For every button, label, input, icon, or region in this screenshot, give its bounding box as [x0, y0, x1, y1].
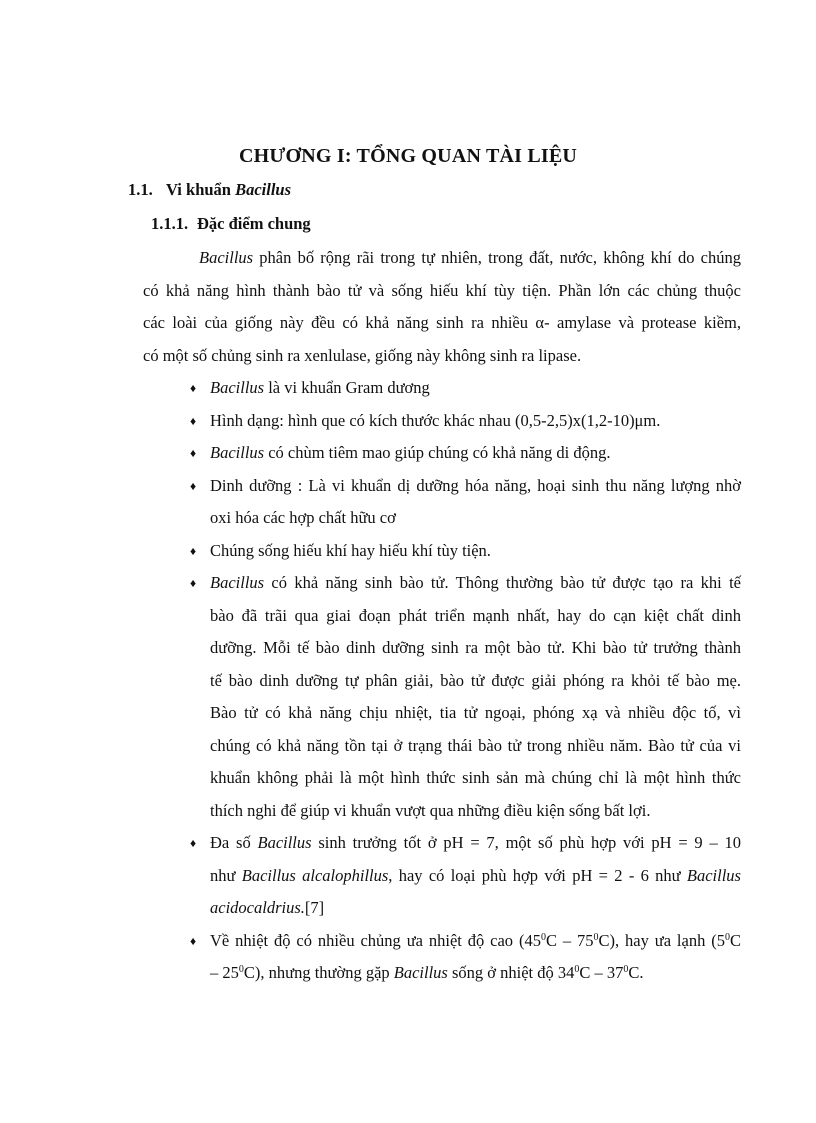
text-line [143, 340, 741, 373]
italic-text: Bacillus [210, 378, 265, 397]
subsection-number: 1.1.1. [151, 214, 189, 233]
text-run: Đa số [210, 833, 258, 852]
text-line [210, 535, 741, 568]
diamond-bullet-icon: ♦ [189, 446, 197, 460]
text-run: Chúng sống hiếu khí hay hiếu khí tùy tiện. [210, 540, 491, 560]
text-run: thích nghi để giúp vi khuẩn vượt qua những điều kiện sống bất lợi. [210, 800, 651, 820]
text-run: tế bào dinh dưỡng tự phân giải, bào tử được giải phóng ra khỏi tế bào mẹ. [210, 670, 741, 690]
degree-superscript: 0 [593, 931, 599, 943]
bullet-text [210, 535, 741, 568]
text-line [210, 372, 741, 405]
italic-text: Bacillus [393, 963, 448, 982]
bullet-item [186, 567, 741, 827]
text-run: khuẩn không phải là một hình thức sinh sản mà chúng chỉ là một hình thức [210, 768, 741, 787]
text-run: [7] [304, 898, 325, 917]
bullet-text [210, 437, 741, 470]
text-line [143, 275, 741, 308]
text-run: C [729, 930, 741, 950]
italic-text: Bacillus [210, 573, 265, 592]
text-run: có khả năng hình thành bào tử và sống hiếu khí tùy tiện. Phần lớn các chủng thuộc [143, 280, 741, 300]
bullet-item [186, 437, 741, 470]
text-run: bào đã trãi qua giai đoạn phát triển mạnh nhất, hay do cạn kiệt chất dinh [210, 605, 741, 625]
text-line [210, 730, 741, 763]
diamond-bullet-icon: ♦ [189, 836, 197, 850]
text-run: C. [628, 963, 644, 982]
text-line [210, 795, 741, 828]
text-run: sinh trưởng tốt ở pH = 7, một số phù hợp với pH = 9 – 10 [311, 833, 741, 852]
bullet-list [186, 372, 741, 990]
degree-superscript: 0 [623, 964, 629, 975]
text-run: C – 37 [579, 963, 624, 982]
bullet-text [210, 567, 741, 827]
text-line [210, 925, 741, 958]
text-run: sống ở nhiệt độ 34 [447, 963, 575, 982]
subsection-title: Đặc điểm chung [197, 214, 311, 233]
diamond-bullet-icon: ♦ [189, 478, 197, 493]
text-line [210, 957, 741, 990]
degree-superscript: 0 [238, 964, 244, 975]
text-line [210, 437, 741, 470]
degree-superscript: 0 [574, 964, 580, 975]
intro-paragraph [143, 242, 741, 372]
diamond-bullet-icon: ♦ [189, 543, 197, 558]
text-run: – 25 [210, 963, 239, 982]
italic-text: Bacillus alcalophillus [241, 865, 389, 885]
text-line [210, 632, 741, 665]
italic-text: Bacillus [199, 248, 254, 267]
bullet-text [210, 925, 741, 990]
text-line [210, 860, 741, 893]
text-line [210, 470, 741, 503]
text-run: C), nhưng thường gặp [243, 963, 394, 982]
degree-superscript: 0 [540, 931, 546, 943]
section-title: Vi khuẩn Bacillus [166, 180, 292, 199]
text-run: oxi hóa các hợp chất hữu cơ [210, 508, 396, 527]
text-run: Hình dạng: hình que có kích thước khác nhau (0,5-2,5)x(1,2-10)μm. [210, 410, 661, 430]
text-run: như [210, 865, 242, 885]
bullet-item [186, 470, 741, 535]
text-line [210, 697, 741, 730]
bullet-text [210, 827, 741, 925]
bullet-item [186, 535, 741, 568]
text-line [210, 567, 741, 600]
diamond-bullet-icon: ♦ [189, 381, 197, 395]
diamond-bullet-icon: ♦ [189, 933, 197, 948]
text-line [210, 502, 741, 535]
text-run: các loài của giống này đều có khả năng sinh ra nhiều α- amylase và protease kiềm, [143, 313, 741, 332]
italic-text: Bacillus [257, 833, 312, 852]
text-run: có khả năng sinh bào tử. Thông thường bào tử được tạo ra khi tế [264, 573, 741, 592]
text-run: C – 75 [545, 930, 594, 950]
degree-superscript: 0 [724, 931, 730, 943]
bullet-text [210, 405, 741, 438]
bullet-text [210, 470, 741, 535]
section-number: 1.1. [128, 180, 153, 199]
bullet-item [186, 405, 741, 438]
text-line [210, 762, 741, 795]
chapter-title: CHƯƠNG I: TỔNG QUAN TÀI LIỆU [238, 145, 578, 167]
text-run: , hay có loại phù hợp với pH = 2 - 6 như [388, 865, 687, 885]
italic-text: Bacillus [210, 443, 265, 462]
text-run: C), hay ưa lạnh (5 [598, 930, 725, 950]
text-run: dưỡng. Mỗi tế bào dinh dưỡng sinh ra một bào tử. Khi bào tử trưởng thành [210, 638, 741, 657]
bullet-item [186, 827, 741, 925]
diamond-bullet-icon: ♦ [189, 413, 197, 428]
text-line [210, 827, 741, 860]
italic-text: Bacillus [686, 865, 741, 885]
text-line [210, 665, 741, 698]
text-run: Bào tử có khả năng chịu nhiệt, tia tử ngoại, phóng xạ và nhiều độc tố, vì [210, 703, 741, 722]
diamond-bullet-icon: ♦ [189, 576, 197, 590]
bullet-text [210, 372, 741, 405]
subsection-heading [151, 214, 311, 234]
section-heading [128, 180, 291, 200]
text-run: Về nhiệt độ có nhiều chủng ưa nhiệt độ cao (45 [210, 930, 541, 950]
text-run: có một số chủng sinh ra xenlulase, giống này không sinh ra lipase. [143, 345, 582, 365]
bullet-item [186, 372, 741, 405]
text-run: Dinh dưỡng : Là vi khuẩn dị dưỡng hóa năng, hoại sinh thu năng lượng nhờ [210, 475, 741, 495]
bullet-item [186, 925, 741, 990]
text-line [210, 405, 741, 438]
text-run: chúng có khả năng tồn tại ở trạng thái bào tử trong nhiều năm. Bào tử của vi [210, 735, 741, 755]
italic-text: acidocaldrius. [210, 898, 305, 917]
text-run: phân bố rộng rãi trong tự nhiên, trong đất, nước, không khí do chúng [253, 248, 741, 267]
text-run: là vi khuẩn Gram dương [264, 378, 430, 397]
text-line [210, 892, 741, 925]
text-line [143, 242, 741, 275]
text-run: có chùm tiêm mao giúp chúng có khả năng di động. [264, 443, 611, 462]
text-line [210, 600, 741, 633]
text-line [143, 307, 741, 340]
